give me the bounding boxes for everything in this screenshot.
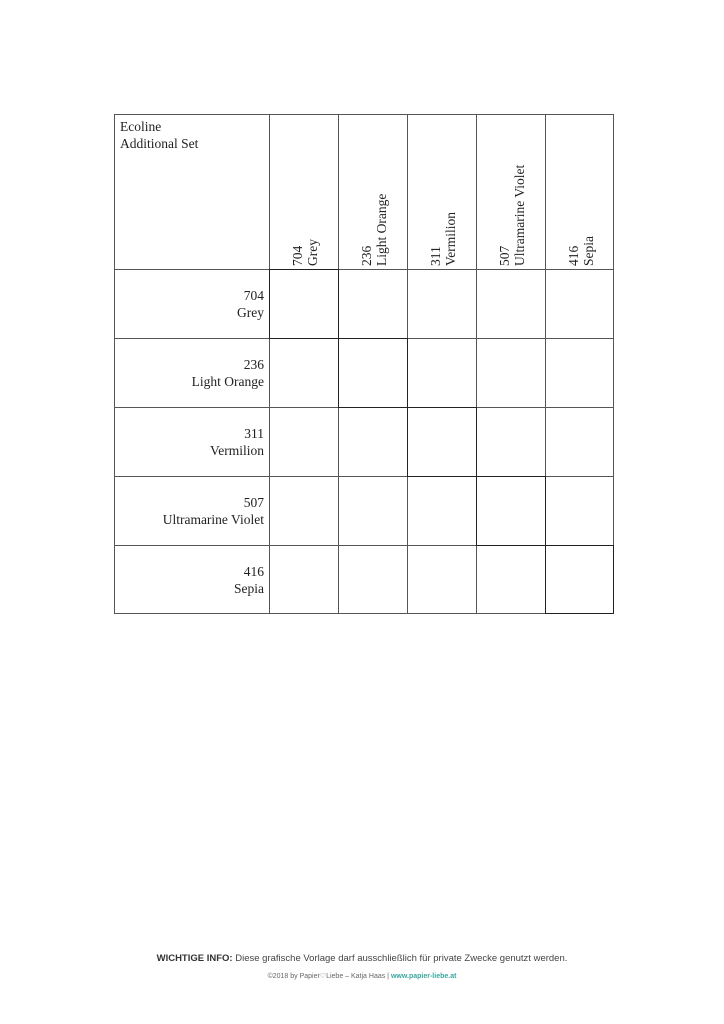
diagonal-cell-311 — [407, 407, 477, 477]
column-code: 236 — [359, 245, 374, 266]
column-color-name: Sepia — [581, 236, 596, 266]
column-header-311 — [428, 212, 458, 266]
footer-info-text: Diese grafische Vorlage darf ausschließlich für private Zwecke genutzt werden. — [232, 953, 568, 964]
row-code: 311 — [244, 426, 264, 441]
column-code: 416 — [566, 245, 581, 266]
chart-title-line1: Ecoline — [120, 119, 162, 134]
footer-info-label: WICHTIGE INFO: — [156, 953, 233, 964]
row-header-236 — [114, 356, 264, 390]
chart-title-line2: Additional Set — [120, 136, 199, 151]
color-chart-grid — [114, 114, 614, 614]
grid-line — [114, 114, 614, 115]
row-header-507 — [114, 494, 264, 528]
grid-line — [114, 269, 614, 270]
column-color-name: Vermilion — [443, 212, 458, 266]
footer-info — [0, 953, 724, 964]
row-header-704 — [114, 287, 264, 321]
row-color-name: Ultramarine Violet — [162, 512, 264, 527]
column-color-name: Ultramarine Violet — [512, 164, 527, 266]
row-code: 236 — [243, 357, 264, 372]
column-color-name: Light Orange — [374, 193, 389, 266]
diagonal-cell-507 — [476, 476, 546, 546]
footer-copyright-text: ©2018 by Papier♡Liebe – Katja Haas | — [267, 973, 391, 980]
column-header-507 — [497, 165, 527, 266]
diagonal-cell-416 — [545, 545, 614, 614]
diagonal-cell-236 — [338, 338, 408, 408]
grid-line — [114, 613, 614, 614]
grid-line — [269, 114, 270, 614]
column-code: 311 — [428, 246, 443, 266]
column-code: 507 — [497, 245, 512, 266]
row-color-name: Vermilion — [210, 443, 264, 458]
diagonal-cell-704 — [269, 269, 339, 339]
column-color-name: Grey — [305, 239, 320, 266]
row-color-name: Sepia — [234, 581, 264, 596]
footer-copyright — [0, 972, 724, 980]
row-color-name: Light Orange — [191, 374, 264, 389]
chart-title — [120, 118, 198, 152]
column-header-704 — [290, 239, 320, 266]
row-code: 416 — [243, 564, 264, 579]
grid-line — [613, 114, 614, 614]
row-color-name: Grey — [237, 305, 264, 320]
footer-website-link[interactable]: www.papier-liebe.at — [390, 973, 457, 980]
row-code: 507 — [243, 495, 264, 510]
row-header-311 — [114, 425, 264, 459]
row-code: 704 — [243, 288, 264, 303]
column-header-236 — [359, 194, 389, 266]
column-code: 704 — [290, 245, 305, 266]
row-header-416 — [114, 563, 264, 597]
column-header-416 — [566, 236, 596, 266]
